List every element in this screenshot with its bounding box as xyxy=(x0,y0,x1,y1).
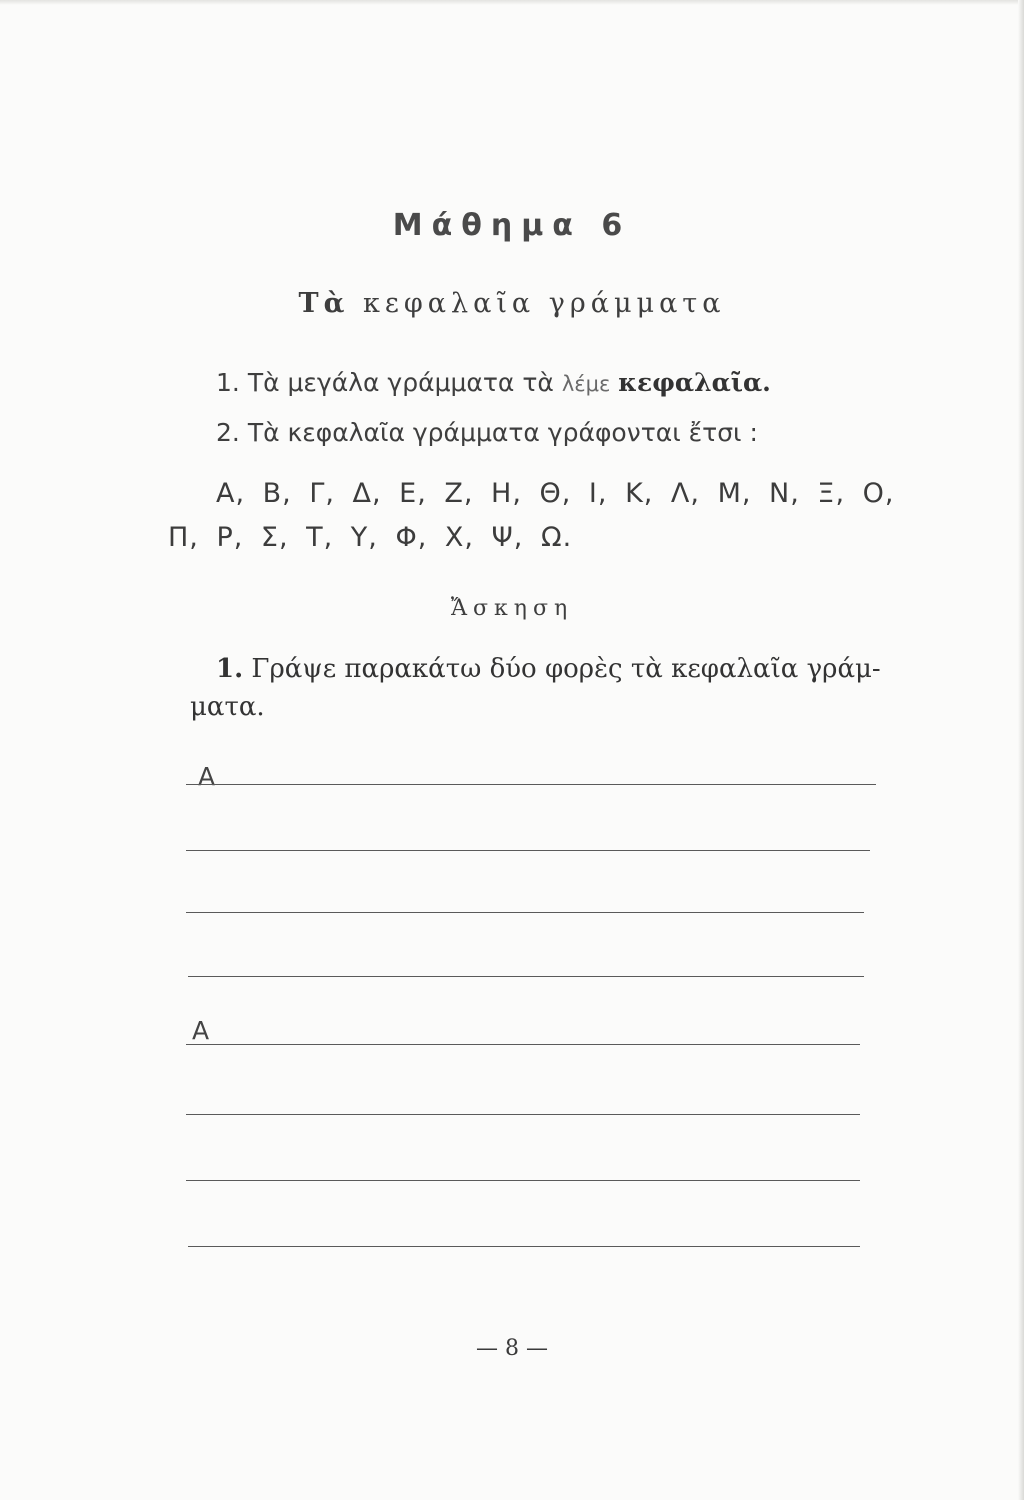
writing-line-5[interactable] xyxy=(186,1044,860,1045)
alphabet-line-2: Π, Ρ, Σ, Τ, Υ, Φ, Χ, Ψ, Ω. xyxy=(168,522,573,553)
exercise-instruction-line-2: ματα. xyxy=(190,692,265,722)
lesson-title: Μάθημα 6 xyxy=(392,208,632,243)
writing-line-3[interactable] xyxy=(186,912,864,913)
writing-line-8[interactable] xyxy=(188,1246,860,1247)
page-number: — 8 — xyxy=(476,1336,548,1361)
point-1-text-a: Τὰ μεγάλα γράμματα τὰ xyxy=(247,368,554,397)
writing-line-4[interactable] xyxy=(188,976,864,977)
point-1-text-c: κεφαλαῖα. xyxy=(618,368,771,397)
point-2 xyxy=(216,418,758,447)
page-edge-top xyxy=(0,0,1024,5)
writing-line-2[interactable] xyxy=(186,850,870,851)
writing-line-7[interactable] xyxy=(186,1180,860,1181)
lesson-subtitle xyxy=(0,288,1024,319)
point-1-text-b: λέμε xyxy=(561,372,611,396)
writing-line-1-letter: Α xyxy=(198,762,216,791)
exercise-heading: Ἄσκηση xyxy=(450,596,574,621)
point-2-number: 2. xyxy=(216,418,240,447)
point-2-text: Τὰ κεφαλαῖα γράμματα γράφονται ἔτσι : xyxy=(247,418,758,447)
writing-line-5-letter: Α xyxy=(192,1016,210,1045)
exercise-instruction-line-1 xyxy=(216,654,881,684)
instruction-number: 1. xyxy=(216,654,244,684)
subtitle-lead: Τὰ xyxy=(298,288,350,319)
instruction-text: Γράψε παρακάτω δύο φορὲς τὰ κεφαλαῖα γράμ- xyxy=(251,654,881,684)
subtitle-rest: κεφαλαῖα γράμματα xyxy=(362,288,726,319)
writing-line-6[interactable] xyxy=(186,1114,860,1115)
writing-line-1[interactable] xyxy=(186,784,876,785)
point-1-number: 1. xyxy=(216,368,240,397)
point-1 xyxy=(216,368,771,397)
alphabet-line-1: Α, Β, Γ, Δ, Ε, Ζ, Η, Θ, Ι, Κ, Λ, Μ, Ν, Ξ, Ο, xyxy=(216,478,895,509)
